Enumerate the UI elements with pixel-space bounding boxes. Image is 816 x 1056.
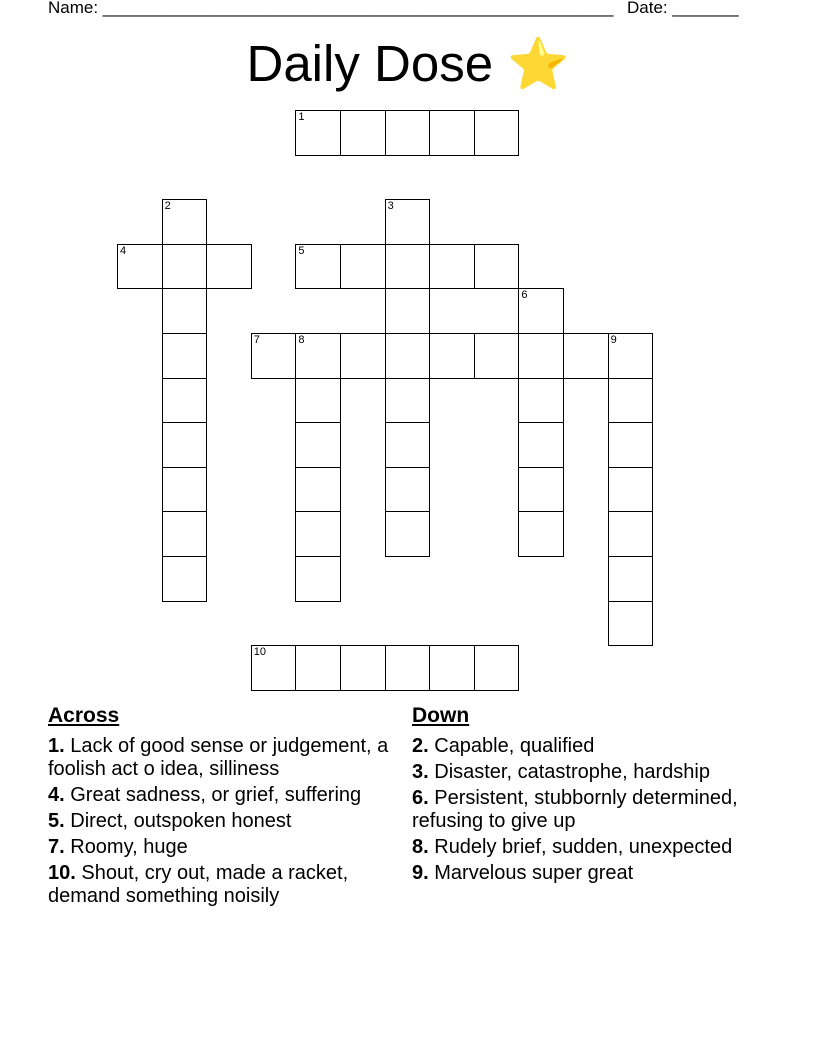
down-clue — [412, 735, 772, 758]
cell-number: 7 — [253, 334, 260, 346]
crossword-cell[interactable] — [251, 333, 297, 379]
down-clue — [412, 787, 772, 833]
crossword-cell[interactable] — [429, 244, 475, 290]
across-clue — [48, 836, 408, 859]
crossword-cell[interactable] — [162, 288, 208, 334]
crossword-cell[interactable] — [340, 645, 386, 691]
crossword-cell[interactable] — [474, 645, 520, 691]
across-clue — [48, 735, 408, 781]
clue-number: 3. — [412, 761, 429, 783]
cell-number: 1 — [298, 111, 305, 123]
crossword-cell[interactable] — [385, 288, 431, 334]
cell-number: 4 — [120, 244, 127, 257]
crossword-cell[interactable] — [518, 467, 564, 513]
crossword-cell[interactable] — [474, 333, 520, 379]
clue-text: Shout, cry out, made a racket, demand something noisily — [48, 862, 349, 907]
crossword-cell[interactable] — [385, 645, 431, 691]
crossword-cell[interactable] — [162, 422, 208, 468]
crossword-cell[interactable] — [474, 244, 520, 290]
clue-text: Marvelous super great — [428, 862, 634, 884]
crossword-cell[interactable] — [340, 244, 386, 290]
crossword-cell[interactable] — [295, 511, 341, 557]
down-clues — [412, 703, 772, 888]
crossword-cell[interactable] — [518, 422, 564, 468]
crossword-cell[interactable] — [295, 378, 341, 424]
clue-text: Disaster, catastrophe, hardship — [428, 761, 710, 783]
crossword-cell[interactable] — [162, 467, 208, 513]
down-clue — [412, 862, 772, 885]
down-heading: Down — [412, 704, 470, 727]
clue-text: Great sadness, or grief, suffering — [64, 784, 362, 806]
clue-text: Roomy, huge — [64, 836, 188, 858]
crossword-cell[interactable] — [385, 244, 431, 290]
crossword-cell[interactable] — [162, 333, 208, 379]
across-clues — [48, 703, 408, 911]
clue-text: Rudely brief, sudden, unexpected — [428, 836, 733, 858]
crossword-cell[interactable] — [474, 110, 520, 156]
down-clue — [412, 761, 772, 784]
down-clue — [412, 836, 772, 859]
crossword-cell[interactable] — [608, 511, 654, 557]
crossword-cell[interactable] — [518, 511, 564, 557]
crossword-cell[interactable] — [608, 601, 654, 647]
clue-number: 9. — [412, 862, 429, 884]
crossword-cell[interactable] — [295, 645, 341, 691]
crossword-cell[interactable] — [385, 199, 431, 245]
crossword-cell[interactable] — [385, 422, 431, 468]
clue-number: 7. — [48, 836, 65, 858]
crossword-cell[interactable] — [162, 556, 208, 602]
clue-text: Direct, outspoken honest — [64, 810, 292, 832]
crossword-cell[interactable] — [429, 645, 475, 691]
crossword-cell[interactable] — [608, 333, 654, 379]
crossword-cell[interactable] — [295, 556, 341, 602]
crossword-cell[interactable] — [295, 244, 341, 290]
crossword-cell[interactable] — [295, 467, 341, 513]
crossword-cell[interactable] — [518, 333, 564, 379]
crossword-cell[interactable] — [608, 422, 654, 468]
crossword-cell[interactable] — [340, 333, 386, 379]
name-line: Name: ______________________________________________________ — [48, 0, 614, 17]
clue-number: 5. — [48, 810, 65, 832]
cell-number: 6 — [521, 289, 528, 302]
crossword-cell[interactable] — [608, 467, 654, 513]
clue-number: 1. — [48, 735, 65, 757]
across-clue — [48, 810, 408, 833]
cell-number: 10 — [253, 646, 267, 659]
cell-number: 3 — [387, 200, 394, 213]
clue-text: Capable, qualified — [428, 735, 595, 757]
clue-text: Persistent, stubbornly determined, refusing to give up — [412, 787, 738, 832]
crossword-cell[interactable] — [206, 244, 252, 290]
crossword-cell[interactable] — [385, 333, 431, 379]
across-clue — [48, 784, 408, 807]
crossword-cell[interactable] — [385, 110, 431, 156]
crossword-cell[interactable] — [295, 110, 341, 156]
crossword-cell[interactable] — [162, 378, 208, 424]
crossword-cell[interactable] — [518, 288, 564, 334]
crossword-cell[interactable] — [429, 110, 475, 156]
clue-number: 4. — [48, 784, 65, 806]
across-heading: Across — [48, 704, 120, 727]
crossword-cell[interactable] — [340, 110, 386, 156]
across-clue — [48, 862, 408, 908]
clue-number: 8. — [412, 836, 429, 858]
crossword-cell[interactable] — [385, 511, 431, 557]
clue-number: 10. — [48, 862, 76, 884]
crossword-cell[interactable] — [295, 422, 341, 468]
crossword-cell[interactable] — [608, 378, 654, 424]
crossword-cell[interactable] — [251, 645, 297, 691]
crossword-cell[interactable] — [518, 378, 564, 424]
crossword-cell[interactable] — [162, 199, 208, 245]
clue-text: Lack of good sense or judgement, a foolish act o idea, silliness — [48, 735, 389, 780]
crossword-cell[interactable] — [608, 556, 654, 602]
clue-number: 6. — [412, 787, 429, 809]
crossword-cell[interactable] — [117, 244, 163, 290]
page-title — [0, 32, 816, 96]
crossword-cell[interactable] — [162, 244, 208, 290]
clue-number: 2. — [412, 735, 429, 757]
crossword-cell[interactable] — [295, 333, 341, 379]
crossword-cell[interactable] — [162, 511, 208, 557]
crossword-cell[interactable] — [385, 378, 431, 424]
crossword-cell[interactable] — [385, 467, 431, 513]
title-text: Daily Dose — [246, 35, 494, 92]
crossword-cell[interactable] — [563, 333, 609, 379]
cell-number: 2 — [164, 200, 171, 213]
crossword-cell[interactable] — [429, 333, 475, 379]
star-icon: ⭐ — [507, 36, 570, 92]
cell-number: 5 — [298, 244, 305, 257]
cell-number: 9 — [610, 334, 617, 346]
date-line: Date: _______ — [627, 0, 739, 17]
cell-number: 8 — [298, 334, 305, 346]
